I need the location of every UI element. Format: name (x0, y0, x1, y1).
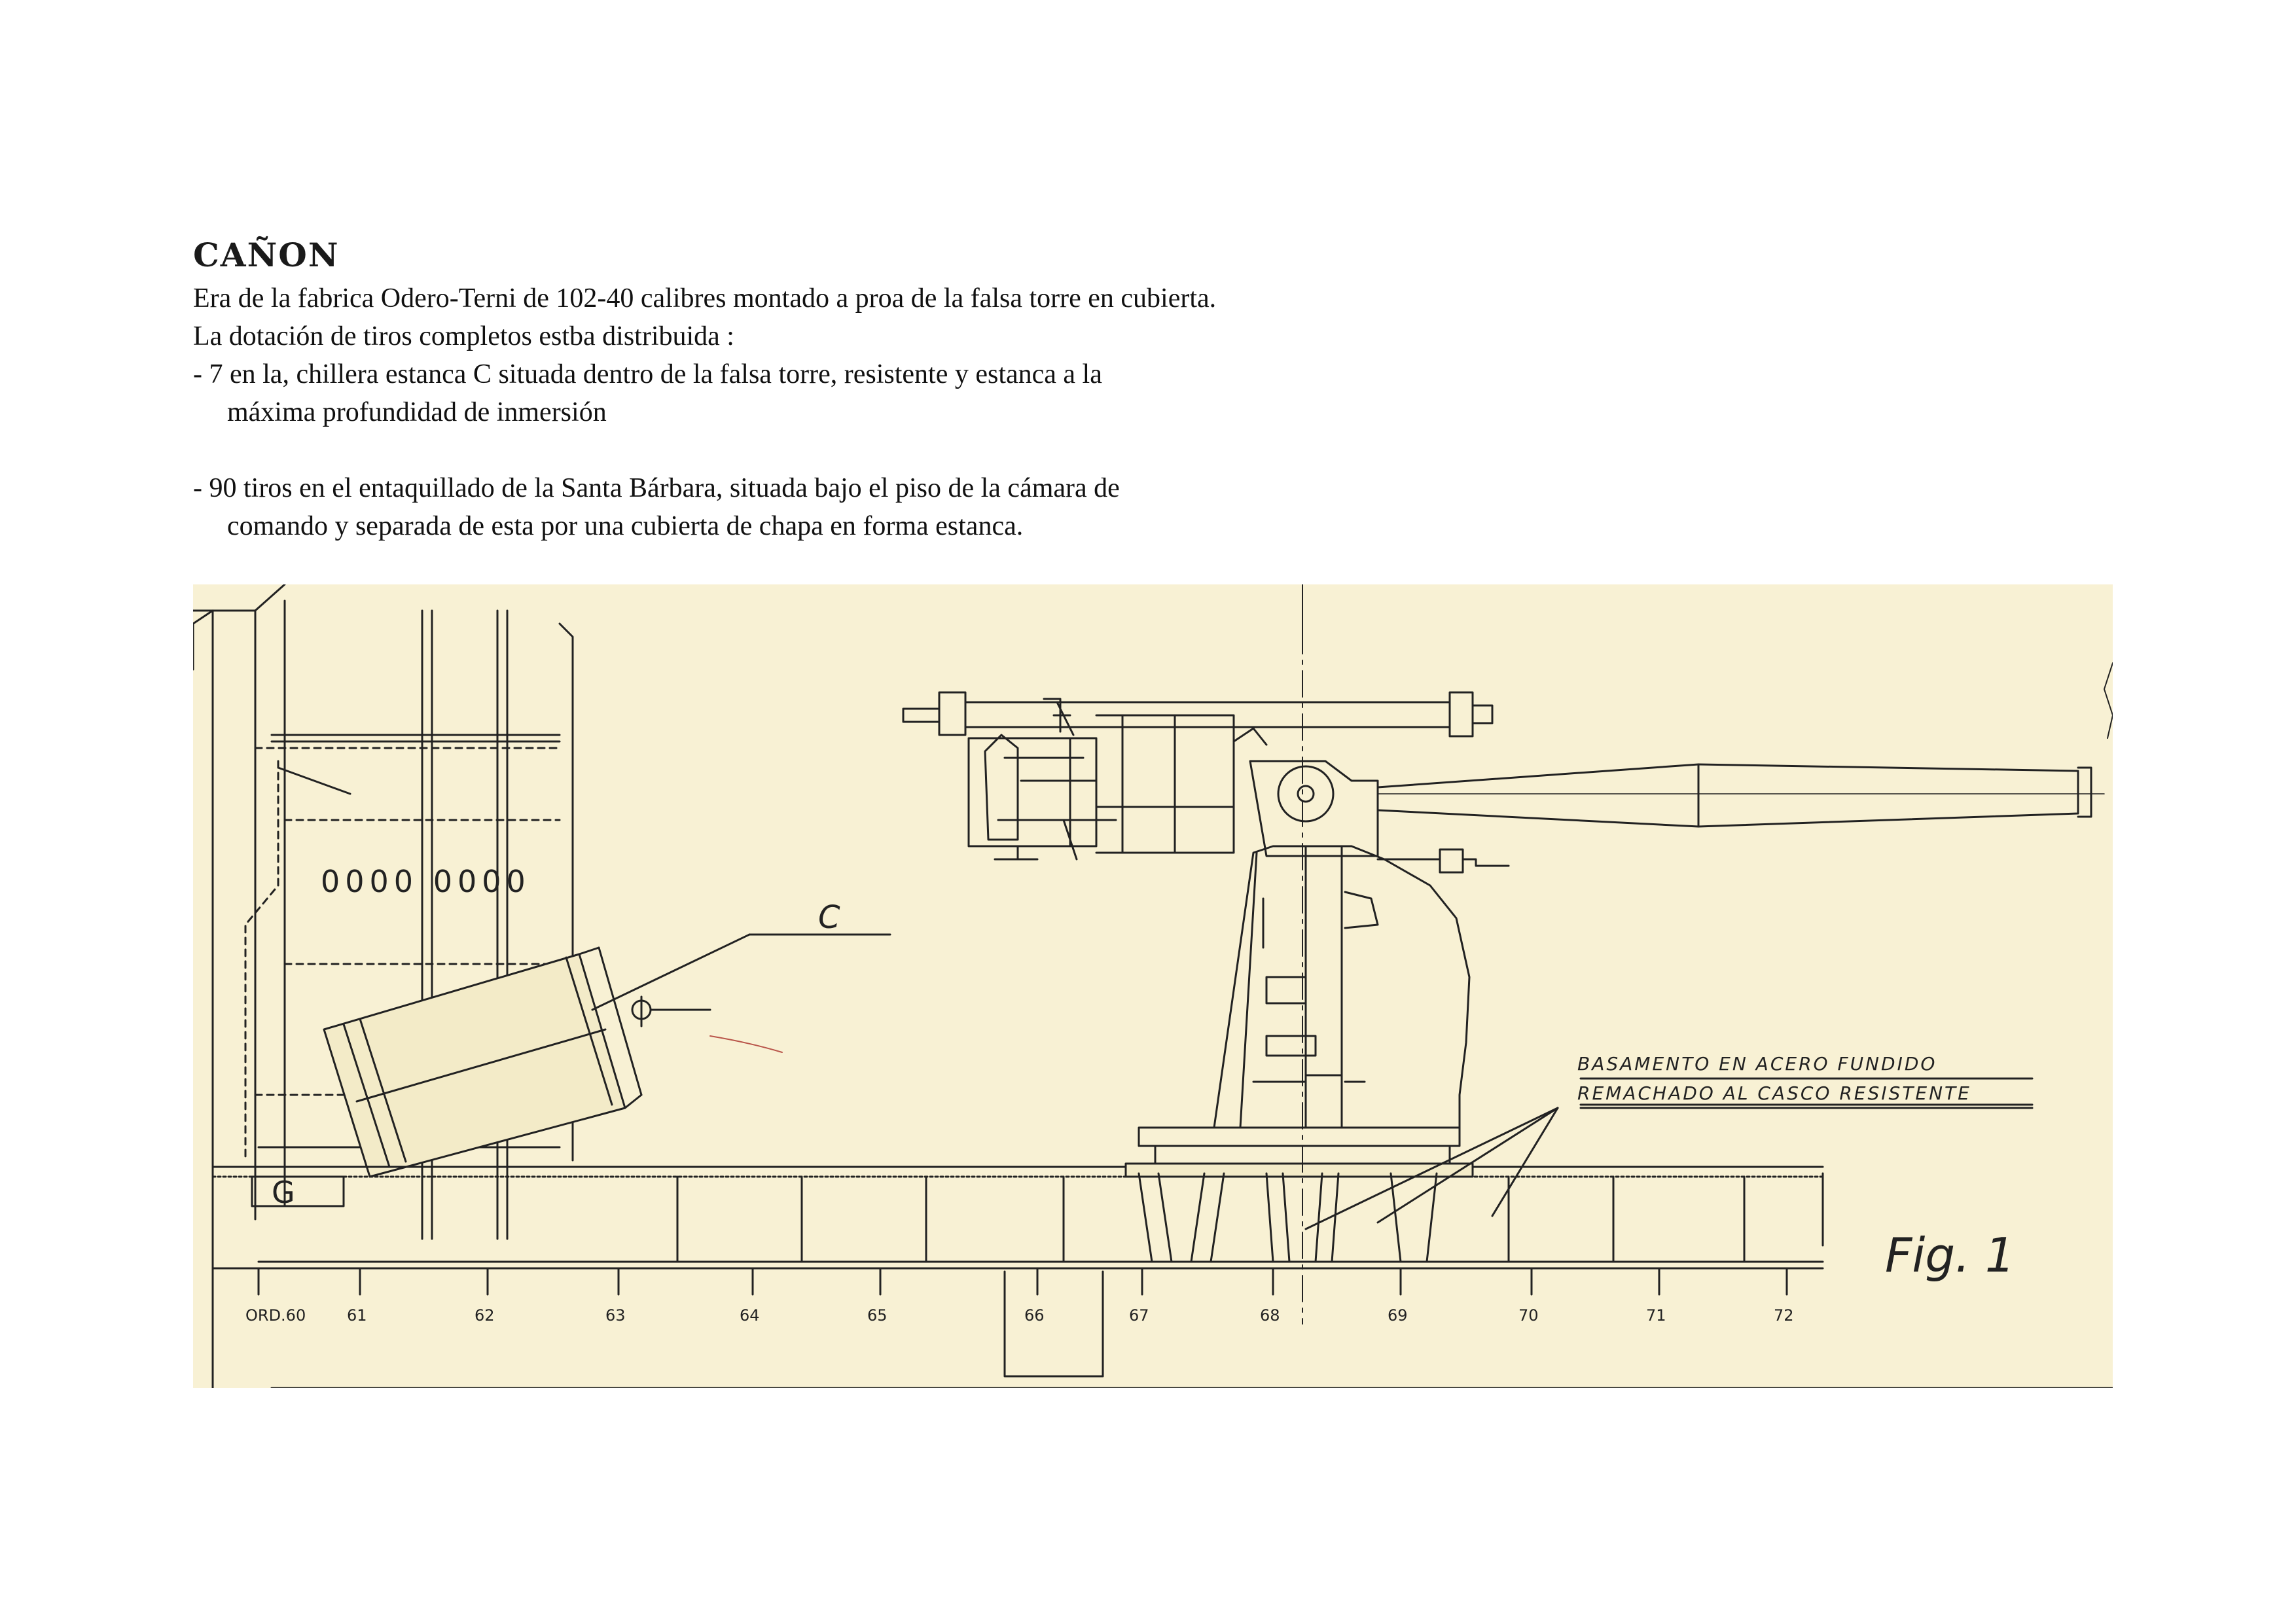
bullet-2-line-2: comando y separada de esta por una cubierta de chapa en forma estanca. (227, 511, 1024, 541)
frame-tick (1393, 1268, 1401, 1294)
section-heading: CAÑON (193, 236, 340, 274)
paragraph-line-2: La dotación de tiros completos estba distribuida : (193, 321, 734, 351)
technical-drawing (193, 584, 2113, 1388)
frame-label: 72 (1774, 1306, 1794, 1325)
frame-tick (1265, 1268, 1273, 1294)
frame-label: 61 (347, 1306, 367, 1325)
text-block (193, 236, 1502, 545)
frame-label: 69 (1388, 1306, 1408, 1325)
frame-tick (1779, 1268, 1787, 1294)
frame-tick (745, 1268, 753, 1294)
frame-tick (872, 1268, 880, 1294)
label-g: G (272, 1175, 295, 1210)
frame-label: 70 (1518, 1306, 1539, 1325)
frame-label: 66 (1024, 1306, 1045, 1325)
gun-drawing-figure (193, 584, 2113, 1388)
frame-tick (1651, 1268, 1659, 1294)
label-c: C (818, 899, 840, 936)
frame-label: 68 (1260, 1306, 1280, 1325)
frame-tick (352, 1268, 360, 1294)
figure-number: Fig. 1 (1885, 1228, 2015, 1283)
bullet-2-line-1: - 90 tiros en el entaquillado de la Santa Bárbara, situada bajo el piso de la cámara de (193, 473, 1120, 503)
frame-label: 64 (740, 1306, 760, 1325)
gun-mount (1126, 728, 1473, 1262)
bullet-1-line-1: - 7 en la, chillera estanca C situada dentro de la falsa torre, resistente y estanca a la (193, 359, 1102, 389)
gun-barrel (1378, 764, 2104, 872)
frame-label: 71 (1646, 1306, 1666, 1325)
ammunition-locker-c (324, 935, 890, 1177)
frame-tick (1524, 1268, 1532, 1294)
paragraph-line-1: Era de la fabrica Odero-Terni de 102-40 calibres montado a proa de la falsa torre en cubierta. (193, 283, 1217, 313)
frame-label: 62 (475, 1306, 495, 1325)
frame-tick (611, 1268, 619, 1294)
annotation-line-2: REMACHADO AL CASCO RESISTENTE (1577, 1082, 1971, 1104)
bullet-1-line-2: máxima profundidad de inmersión (227, 397, 607, 427)
breech-assembly (969, 715, 1234, 859)
frame-tick (480, 1268, 488, 1294)
spacer (193, 431, 1502, 469)
frame-label: 65 (867, 1306, 888, 1325)
frame-markers (245, 1268, 1794, 1325)
frame-label: 63 (605, 1306, 626, 1325)
frame-tick (1030, 1268, 1037, 1294)
frame-label: ORD.60 (245, 1306, 306, 1325)
porthole-row: 0000 0000 (321, 864, 531, 899)
annotation-line-1: BASAMENTO EN ACERO FUNDIDO (1577, 1053, 1937, 1075)
frame-label: 67 (1129, 1306, 1149, 1325)
frame-tick (1134, 1268, 1142, 1294)
frame-tick (251, 1268, 259, 1294)
